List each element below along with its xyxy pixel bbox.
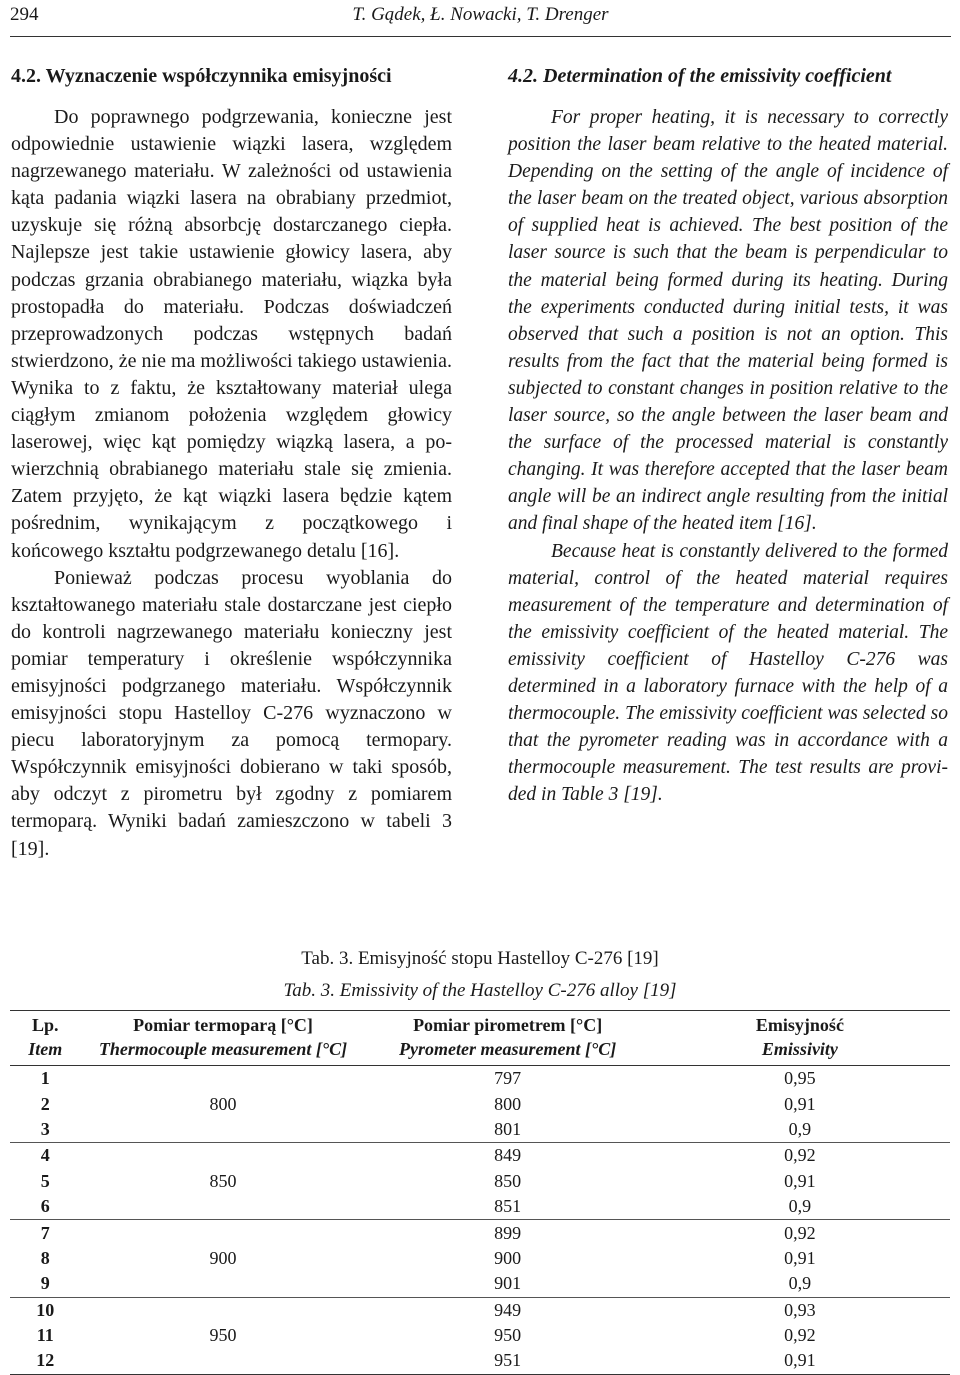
- running-authors: T. Gądek, Ł. Nowacki, T. Drenger: [352, 4, 609, 25]
- pyrometer-cell: 801: [365, 1117, 649, 1143]
- table-body: [10, 1066, 950, 1375]
- emissivity-cell: 0,92: [784, 1325, 816, 1346]
- emissivity-cell: 0,92: [784, 1222, 816, 1243]
- section-heading-en: 4.2. Determination of the emissivity coefficient: [508, 65, 892, 87]
- page-number: 294: [10, 4, 39, 25]
- emissivity-cell: 0,91: [784, 1247, 816, 1268]
- pyrometer-cell: 850: [494, 1170, 522, 1191]
- english-column: [508, 62, 948, 808]
- paragraph-en-2: Because heat is constantly delivered to the formed material, control of the heated material requires measurement of the temperature and determination of the emissivity coefficient of the heated material. The emissivity coefficient of Hastelloy C-276 was determined in a laboratory furnace with the help of a thermocouple. The emissivity coefficient was selected so that the pyrometer reading was in accordance with a thermocouple measurement. The test results are provided in Table 3 [19].: [508, 540, 948, 806]
- table-caption-en: Tab. 3. Emissivity of the Hastelloy C-276 alloy [19]: [283, 980, 677, 1001]
- pyrometer-cell: 949: [494, 1299, 522, 1320]
- pyrometer-cell: 800: [494, 1093, 522, 1114]
- item-cell: 10: [36, 1299, 55, 1320]
- emissivity-cell: 0,9: [650, 1117, 950, 1143]
- item-cell: 8: [40, 1247, 50, 1268]
- paragraph-pl-2: Ponieważ podczas procesu wyoblania do kształtowanego materiału stale dostarczane jest ciepło do kontroli nagrzewanego materiału konieczny jest pomiar temperatury i określenie współczynnika emisyjności podgrzanego materiału. Współczynnik emisyjności stopu Hastelloy C-276 wyznaczono w piecu laboratoryjnym za pomocą termopary. Współczynnik emisyjności dobierano w taki sposób, aby odczyt z pirometru był zgodny z pomiarem termoparą. Wyniki badań zamieszczono w tabeli 3 [19].: [11, 566, 452, 860]
- pyrometer-cell: 901: [365, 1271, 649, 1297]
- pyrometer-cell: 797: [494, 1068, 522, 1089]
- item-cell: 6: [10, 1194, 81, 1220]
- header-thermocouple: Pomiar termoparą [°C] Thermocouple measurement [°C]: [81, 1011, 366, 1066]
- section-heading-pl: 4.2. Wyznaczenie współczynnika emisyjności: [11, 65, 392, 87]
- emissivity-cell: 0,91: [650, 1348, 950, 1374]
- header-emissivity: Emisyjność Emissivity: [650, 1011, 950, 1066]
- emissivity-table: [10, 1010, 950, 1375]
- item-cell: 5: [40, 1170, 50, 1191]
- table-caption-pl: Tab. 3. Emisyjność stopu Hastelloy C-276 [19]: [301, 948, 659, 969]
- pyrometer-cell: 900: [494, 1247, 522, 1268]
- table-row: [10, 1066, 950, 1092]
- emissivity-cell: 0,9: [650, 1194, 950, 1220]
- page-header: [10, 0, 951, 37]
- item-cell: 11: [36, 1325, 54, 1346]
- emissivity-cell: 0,95: [784, 1068, 816, 1089]
- thermocouple-cell: 800: [81, 1066, 366, 1143]
- item-cell: 7: [40, 1222, 50, 1243]
- table-row: [10, 1143, 950, 1169]
- thermocouple-cell: 950: [81, 1297, 366, 1374]
- emissivity-cell: 0,93: [784, 1299, 816, 1320]
- paragraph-en-1: For proper heating, it is necessary to correctly position the laser beam relative to the heated material. Depending on the setting of the angle of incidence of the laser beam on the treated object, various absorption of supplied heat is achieved. The best position of the laser source is such that the beam is perpendicular to the material being formed during its heating. During the experiments conducted during initial tests, it was observed that such a position is not an option. This results from the fact that the material being formed is subjected to constant changes in position relative to the laser source, so the angle between the laser beam and the surface of the processed material is constantly changing. It was therefore accepted that the laser beam angle will be an indirect angle resulting from the initial and final shape of the heated item [16].: [508, 107, 948, 535]
- pyrometer-cell: 851: [365, 1194, 649, 1220]
- polish-column: [11, 62, 452, 863]
- emissivity-cell: 0,91: [784, 1093, 816, 1114]
- header-pyrometer: Pomiar pirometrem [°C] Pyrometer measurement [°C]: [365, 1011, 649, 1066]
- pyrometer-cell: 950: [494, 1325, 522, 1346]
- item-cell: 1: [40, 1068, 50, 1089]
- emissivity-cell: 0,9: [650, 1271, 950, 1297]
- pyrometer-cell: 951: [365, 1348, 649, 1374]
- thermocouple-cell: 900: [81, 1220, 366, 1297]
- header-item: Lp. Item: [10, 1011, 81, 1066]
- thermocouple-cell: 850: [81, 1143, 366, 1220]
- paragraph-pl-1: Do poprawnego podgrzewania, konieczne jest odpowiednie ustawienie wiązki lasera, względem nagrzewanego materiału. W zależności od ustawienia kąta padania wiązki lasera na obrabiany przedmiot, uzyskuje się różną absorbcję dostarczanego ciepła. Najlepsze jest takie ustawienie głowicy lasera, aby podczas grzania obrabianego materiału, wiązka była prostopadła do materiału. Podczas doświadczeń przeprowadzonych podczas wstępnych badań stwierdzono, że nie ma możliwości takiego ustawienia. Wynika to z faktu, że kształtowany materiał ulega ciągłym zmianom położenia względem głowicy laserowej, więc kąt pomiędzy wiązką lasera, a powierzchnią obrabianego materiału stale się zmienia. Zatem przyjęto, że kąt wiązki lasera będzie kątem pośrednim, wynikającym z początkowego i końcowego kształtu podgrzewanego detalu [16].: [11, 106, 452, 562]
- pyrometer-cell: 899: [494, 1222, 522, 1243]
- item-cell: 12: [10, 1348, 81, 1374]
- item-cell: 4: [40, 1145, 50, 1166]
- table-row: [10, 1297, 950, 1323]
- table-header-row: [10, 1011, 950, 1066]
- item-cell: 9: [10, 1271, 81, 1297]
- item-cell: 2: [40, 1093, 50, 1114]
- emissivity-cell: 0,92: [784, 1145, 816, 1166]
- pyrometer-cell: 849: [494, 1145, 522, 1166]
- item-cell: 3: [10, 1117, 81, 1143]
- table-row: [10, 1220, 950, 1246]
- emissivity-cell: 0,91: [784, 1170, 816, 1191]
